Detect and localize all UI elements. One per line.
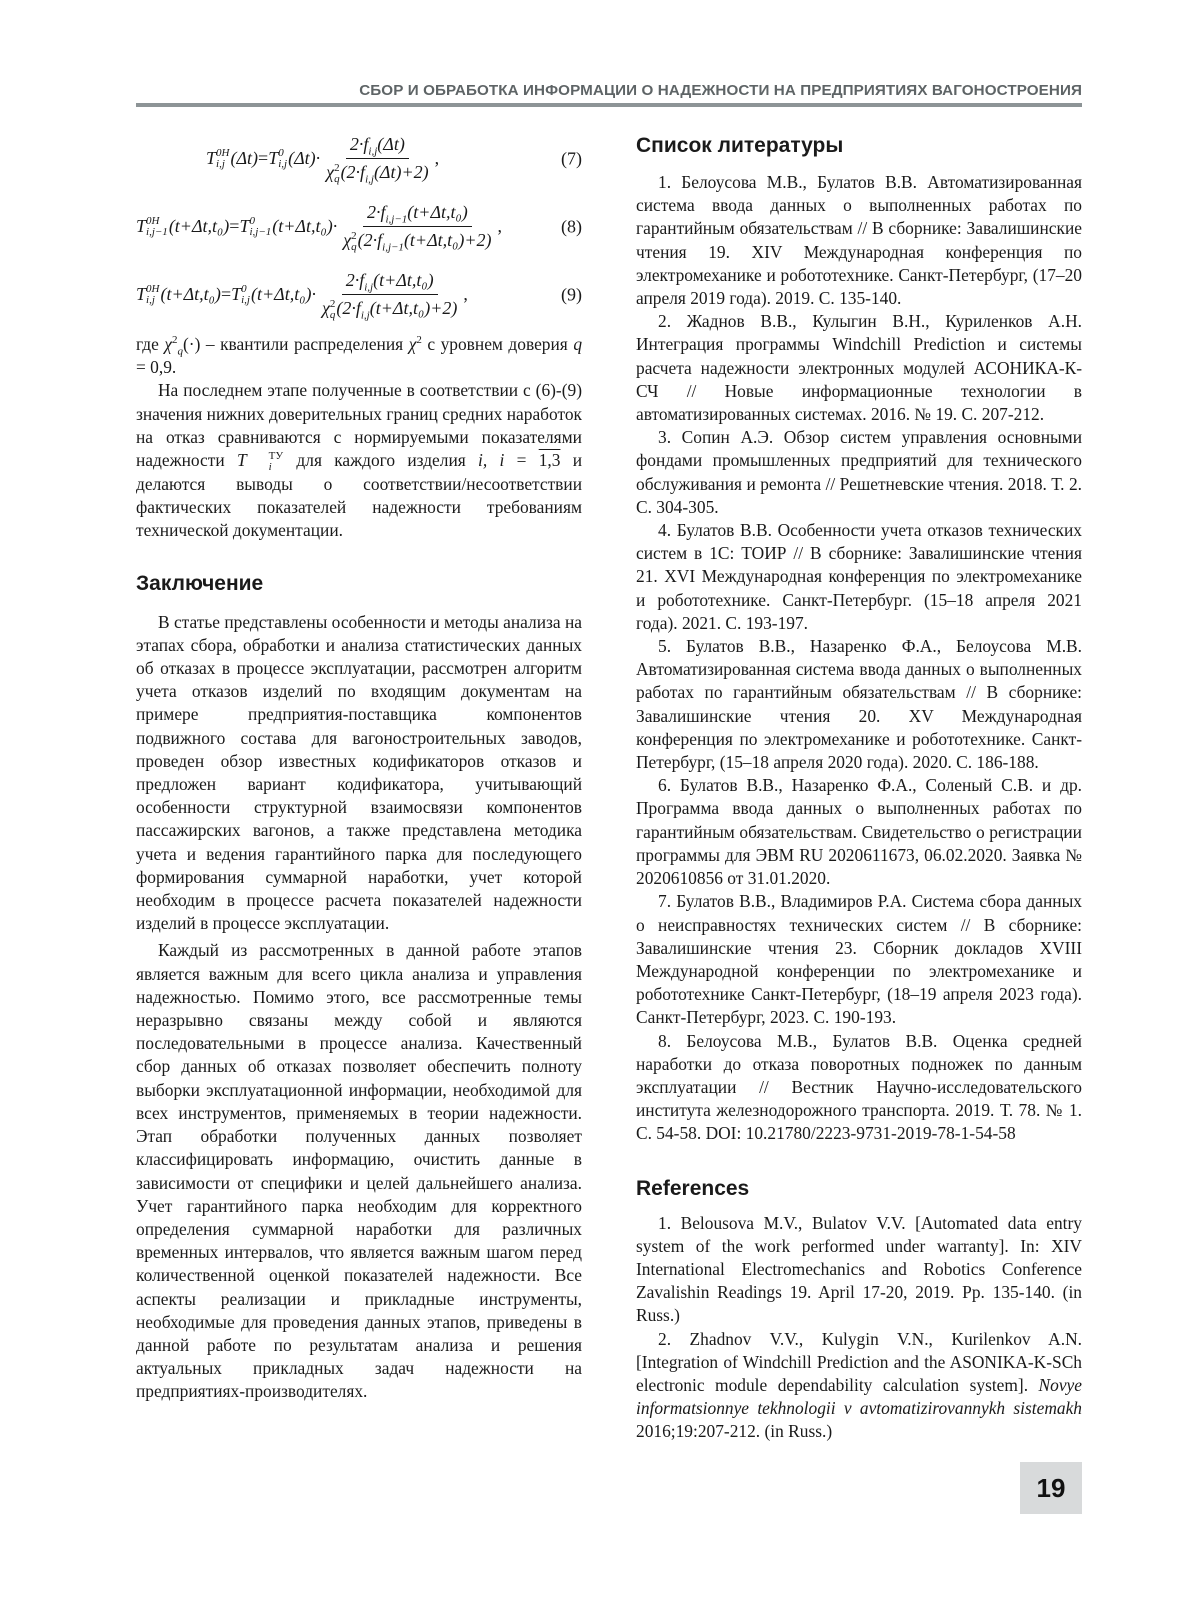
reference-item: 6. Булатов В.В., Назаренко Ф.А., Соленый С.В. и др. Программа ввода данных о выполненных работах по гарантийным обязательствам. Свидетельство о регистрации программы для ЭВМ RU 2020611673, 06.02.2020. Заявка № 2020610856 от 31.01.2020. — [636, 774, 1082, 890]
numer-arg: (t+Δt,t₀) — [373, 270, 433, 290]
denominator — [318, 295, 461, 321]
chi-sup: 2 — [351, 231, 357, 242]
conclusion-paragraph: Каждый из рассмотренных в данной работе этапов является важным для всего цикла анализа и управления надежностью. Помимо этого, все рассмотренные темы неразрывно связаны между собой и являются последовательными в процессе анализа. Качественный сбор данных об отказах позволяет обеспечить полноту выборки эксплуатационной информации, необходимой для всех инструментов, применяемых в теории надежности. Этап обработки полученных данных позволяет классифицировать информацию, очистить данные в зависимости от специфики и целей дальнейшего анализа. Учет гарантийного парка необходим для корректного определения суммарной наработки для различных временных интервалов, что является важным шагом перед количественной оценкой показателей надежности. Все аспекты реализации и прикладные инструменты, необходимые для проведения данных этапов, приведены в данной работе по результатам анализа и решения актуальных прикладных задач надежности на предприятиях-производителях. — [136, 939, 582, 1403]
chi-scripts — [334, 163, 340, 185]
rhs-sub: i,j−1 — [249, 227, 271, 238]
denominator — [339, 227, 495, 253]
chi-sup-2: 2 — [416, 334, 422, 346]
right-column — [636, 125, 1082, 1444]
rhs-arg: (Δt)· — [288, 147, 320, 170]
where-dot: (·) — [183, 334, 200, 354]
header-rule — [136, 103, 1082, 107]
numerator — [346, 133, 409, 159]
references-ru-heading: Список литературы — [636, 133, 1082, 159]
lhs-arg: (t+Δt,t₀) — [169, 215, 229, 238]
t-sub: i — [247, 462, 284, 473]
denom-post: (t+Δt,t₀)+2) — [404, 230, 492, 250]
left-column — [136, 125, 582, 1404]
page-number: 19 — [1020, 1462, 1082, 1514]
chi-scripts — [330, 299, 336, 321]
fraction — [318, 269, 461, 321]
lhs-sub: i,j — [146, 295, 159, 306]
lhs-scripts — [146, 284, 159, 306]
reference-item: 4. Булатов В.В. Особенности учета отказов технических систем в 1С: ТОИР // В сборнике: Завалишинские чтения 21. XVI Международная конференция по электромеханике и робототехнике. Санкт-Петербург. (15–18 апреля 2021 года). 2021. С. 193-197. — [636, 519, 1082, 635]
ref2-pre: 2. Zhadnov V.V., Kulygin V.N., Kurilenkov A.N. [Integration of Windchill Prediction and the ASONIKA-K-SCh electronic module dependability calculation system]. — [636, 1329, 1082, 1395]
t-symbol: T — [136, 215, 146, 238]
chi-symbol: χ — [326, 162, 334, 182]
denom-post: (Δt)+2) — [374, 162, 429, 182]
equations-block — [136, 125, 582, 329]
references-en-list — [636, 1212, 1082, 1444]
rhs-sub: i,j — [241, 295, 250, 306]
numer-sub: i,j−1 — [386, 214, 408, 226]
t-sup: ТУ — [247, 451, 284, 462]
lhs-sup: 0H — [216, 148, 229, 159]
denominator — [322, 159, 433, 185]
t-symbol: T — [206, 147, 216, 170]
fraction — [322, 133, 433, 185]
q-symbol: q — [573, 334, 582, 354]
ref2-post: 2016;19:207-212. (in Russ.) — [636, 1421, 832, 1441]
rhs-scripts — [241, 284, 250, 306]
lhs-sup: 0H — [146, 216, 168, 227]
lhs-sup: 0H — [146, 284, 159, 295]
t-symbol: T — [237, 450, 247, 470]
rhs-arg: (t+Δt,t₀)· — [272, 215, 337, 238]
reference-item: 1. Belousova M.V., Bulatov V.V. [Automated data entry system of the work performed under warranty]. In: XIV International Electromechanics and Robotics Conference Zavalishin Readings 19. April 17-20, 2019. Pp. 135-140. (in Russ.) — [636, 1212, 1082, 1328]
denom-post: (t+Δt,t₀)+2) — [370, 298, 458, 318]
equation-7: T 0H i,j (Δt) = T 0 i,j (Δt)· 2·fi,j(Δt) χ 2 q (2·fi,j(Δt)+2) , (7) — [136, 125, 582, 193]
reference-item: 3. Сопин А.Э. Обзор систем управления основными фондами промышленных предприятий для технического обслуживания и ремонта // Решетневские чтения. 2018. Т. 2. С. 304-305. — [636, 426, 1082, 519]
reference-item: 8. Белоусова М.В., Булатов В.В. Оценка средней наработки до отказа поворотных подножек по данным эксплуатации // Вестник Научно-исследовательского института железнодорожного транспорта. 2019. Т. 78. № 1. С. 54-58. DOI: 10.21780/2223-9731-2019-78-1-54-58 — [636, 1030, 1082, 1146]
equals: = — [229, 215, 239, 238]
t-symbol: T — [268, 147, 278, 170]
where-text — [136, 333, 582, 379]
fraction — [339, 201, 495, 253]
references-ru-list — [636, 171, 1082, 1146]
equation-number: (9) — [561, 283, 582, 306]
equation-number: (7) — [561, 147, 582, 170]
t-symbol: T — [239, 215, 249, 238]
numer-arg: (t+Δt,t₀) — [407, 202, 467, 222]
numer-f: 2·f — [346, 270, 365, 290]
t-scripts — [247, 451, 284, 473]
reference-item: 1. Белоусова М.В., Булатов В.В. Автоматизированная система ввода данных о выполненных работах по гарантийным обязательствам // В сборнике: Завалишинские чтения 19. XIV Международная конференция по электромеханике и робототехнике. Санкт-Петербург, (17–20 апреля 2019 года). 2019. С. 135-140. — [636, 171, 1082, 310]
lhs-arg: (t+Δt,t₀) — [160, 283, 220, 306]
chi-sub: q — [351, 242, 357, 253]
para-d: и делаются выводы о соответствии/несоответствии фактических показателей надежности требованиям технической документации. — [136, 450, 582, 540]
reference-item: 2. Жаднов В.В., Кулыгин В.Н., Куриленков А.Н. Интеграция программы Windchill Prediction и системы расчета надежности электронных модулей АСОНИКА-К-СЧ // Новые информационные технологии в автоматизированных системах. 2016. № 19. С. 207-212. — [636, 310, 1082, 426]
chi-sub: q — [334, 174, 340, 185]
numer-f: 2·f — [350, 134, 369, 154]
chi-scripts — [351, 231, 357, 253]
rhs-arg: (t+Δt,t₀)· — [251, 283, 316, 306]
denom-sub: i,j — [365, 174, 374, 186]
lhs-scripts — [216, 148, 229, 170]
chi-sub: q — [330, 310, 336, 321]
para-a: На последнем этапе полученные в соответствии с (6)-(9) значения нижних доверительных границ средних наработок на отказ сравниваются с нормируемыми показателями надежности — [136, 380, 582, 470]
q-value: = 0,9. — [136, 357, 176, 377]
numer-sub: i,j — [368, 146, 377, 158]
ref2-journal: Novye informatsionnye tekhnologii v avtomatizirovannykh sistemakh — [636, 1375, 1082, 1418]
chi-symbol: χ — [343, 230, 351, 250]
lhs-sub: i,j−1 — [146, 227, 168, 238]
rhs-sub: i,j — [278, 159, 287, 170]
rhs-scripts — [278, 148, 287, 170]
numerator — [363, 201, 472, 227]
para-b: для каждого изделия — [284, 450, 478, 470]
chi-symbol-2: χ — [409, 334, 417, 354]
para-c: = — [504, 450, 538, 470]
range-value: 1,3 — [539, 450, 561, 470]
chi-sup: 2 — [330, 299, 336, 310]
rhs-sup: 0 — [249, 216, 271, 227]
equals: = — [258, 147, 268, 170]
denom-sub: i,j — [361, 310, 370, 322]
denom-pre: (2·f — [358, 230, 383, 250]
denom-pre: (2·f — [341, 162, 366, 182]
t-symbol: T — [136, 283, 146, 306]
lhs-sub: i,j — [216, 159, 229, 170]
running-header: СБОР И ОБРАБОТКА ИНФОРМАЦИИ О НАДЕЖНОСТИ НА ПРЕДПРИЯТИЯХ ВАГОНОСТРОЕНИЯ — [136, 82, 1082, 99]
rhs-sup: 0 — [278, 148, 287, 159]
reference-item: 7. Булатов В.В., Владимиров Р.А. Система сбора данных о неисправностях технических систем // В сборнике: Завалишинские чтения 23. Сборник докладов XVIII Международной конференции по электромеханике и робототехнике Санкт-Петербург, (18–19 апреля 2023 года). Санкт-Петербург, 2023. С. 190-193. — [636, 890, 1082, 1029]
references-en-heading: References — [636, 1176, 1082, 1202]
chi-sub: q — [178, 345, 184, 357]
equation-8: T 0H i,j−1 (t+Δt,t₀) = T 0 i,j−1 (t+Δt,t₀)· 2·fi,j−1(t+Δt,t₀) χ 2 q (2·fi,j−1(t+Δt,t₀)+2) , (8) — [136, 193, 582, 261]
reference-item — [636, 1328, 1082, 1444]
reference-item: 5. Булатов В.В., Назаренко Ф.А., Белоусова М.В. Автоматизированная система ввода данных о выполненных работах по гарантийным обязательствам // В сборнике: Завалишинские чтения 20. XV Международная конференция по электромеханике и робототехнике. Санкт-Петербург, (15–18 апреля 2020 года). 2020. С. 186-188. — [636, 635, 1082, 774]
chi-symbol: χ — [164, 334, 172, 354]
denom-sub: i,j−1 — [382, 242, 404, 254]
numer-sub: i,j — [364, 282, 373, 294]
conclusion-heading: Заключение — [136, 571, 582, 597]
t-symbol: T — [231, 283, 241, 306]
chi-sup: 2 — [172, 334, 178, 346]
where-mid: – квантили распределения — [200, 334, 408, 354]
chi-sup: 2 — [334, 163, 340, 174]
rhs-sup: 0 — [241, 284, 250, 295]
denom-pre: (2·f — [336, 298, 361, 318]
equation-9: T 0H i,j (t+Δt,t₀) = T 0 i,j (t+Δt,t₀)· 2·fi,j(t+Δt,t₀) χ 2 q (2·fi,j(t+Δt,t₀)+2) , (9) — [136, 261, 582, 329]
equals: = — [221, 283, 231, 306]
numer-f: 2·f — [367, 202, 386, 222]
numerator — [342, 269, 438, 295]
numer-arg: (Δt) — [377, 134, 405, 154]
lhs-arg: (Δt) — [230, 147, 258, 170]
conclusion-paragraph: В статье представлены особенности и методы анализа на этапах сбора, обработки и анализа статистических данных об отказах в процессе эксплуатации, рассмотрен алгоритм учета отказов изделий по входящим документам на примере предприятия-поставщика компонентов подвижного состава для вагоностроительных заводов, проведен обзор известных кодификаторов отказов и предложен вариант кодификатора, учитывающий особенности структурной взаимосвязи компонентов пассажирских вагонов, а также представлена методика учета и ведения гарантийного парка для последующего формирования суммарной наработки, учет которой необходим в процессе расчета показателей надежности изделий в процессе эксплуатации. — [136, 611, 582, 936]
rhs-scripts — [249, 216, 271, 238]
chi-symbol: χ — [322, 298, 330, 318]
lhs-scripts — [146, 216, 168, 238]
where-pre: где — [136, 334, 164, 354]
final-stage-paragraph — [136, 379, 582, 542]
i-symbol: i, i — [478, 450, 504, 470]
equation-number: (8) — [561, 215, 582, 238]
where-post: с уровнем доверия — [422, 334, 573, 354]
